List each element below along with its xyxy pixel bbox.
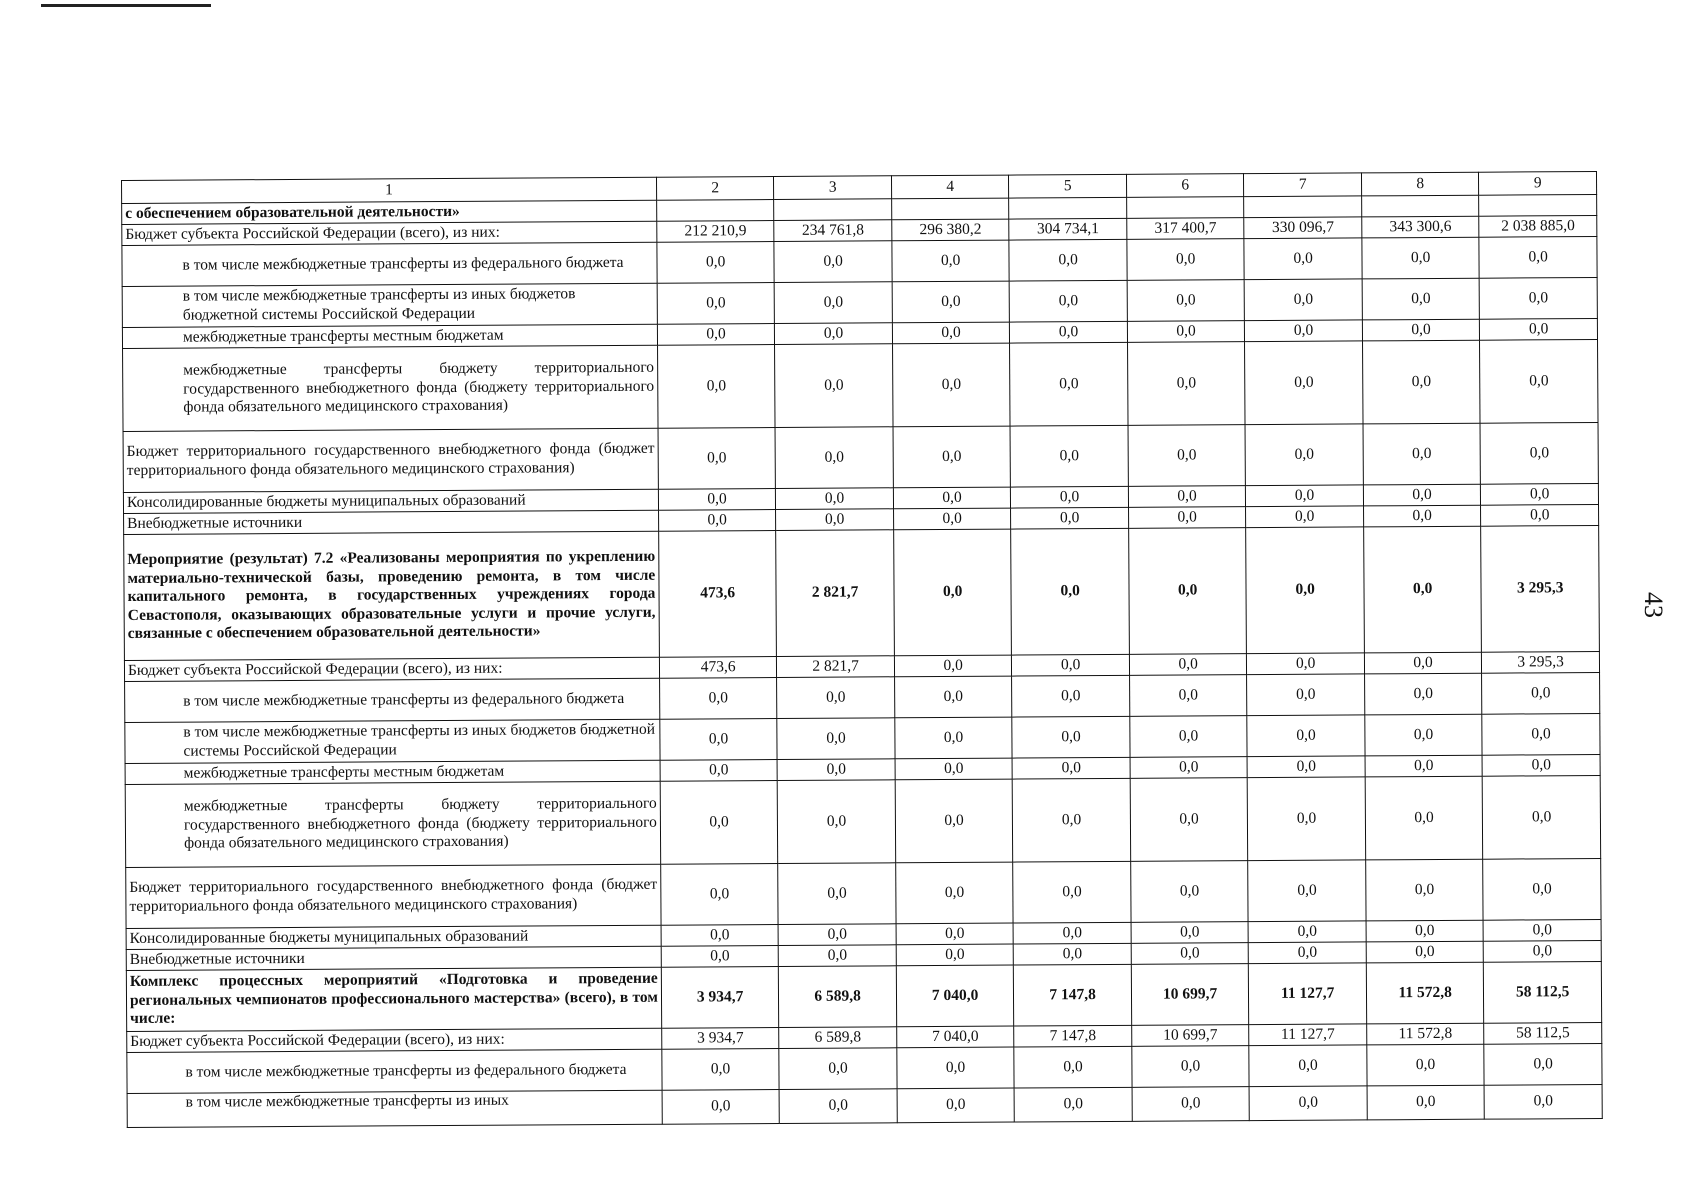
cell <box>892 198 1010 220</box>
budget-table-wrap <box>121 171 1603 1128</box>
cell: 0,0 <box>1247 653 1365 675</box>
cell: 0,0 <box>657 283 775 325</box>
row-label: Бюджет субъекта Российской Федерации (всего), из них: <box>127 1028 662 1052</box>
cell: 0,0 <box>1483 858 1601 920</box>
cell: 0,0 <box>1011 486 1129 508</box>
cell: 10 699,7 <box>1131 964 1249 1026</box>
cell: 0,0 <box>893 426 1011 488</box>
cell: 0,0 <box>1484 1043 1602 1085</box>
cell: 0,0 <box>1248 860 1366 922</box>
cell: 0,0 <box>1128 486 1246 508</box>
cell: 0,0 <box>775 427 893 489</box>
cell: 0,0 <box>1483 919 1601 941</box>
row-label: в том числе межбюджетные трансферты из федерального бюджета <box>122 242 657 286</box>
cell: 317 400,7 <box>1127 218 1245 240</box>
cell: 3 934,7 <box>662 1027 780 1049</box>
cell: 0,0 <box>1246 506 1364 528</box>
cell: 6 589,8 <box>779 1027 897 1049</box>
cell <box>1126 197 1244 219</box>
cell: 0,0 <box>1367 1085 1485 1120</box>
table-row <box>126 858 1601 928</box>
cell: 0,0 <box>658 428 776 490</box>
cell: 0,0 <box>1482 754 1600 776</box>
cell: 0,0 <box>1245 320 1363 342</box>
cell: 0,0 <box>1480 339 1598 423</box>
cell: 0,0 <box>1482 672 1600 714</box>
cell: 0,0 <box>1012 757 1130 779</box>
table-row <box>123 339 1598 431</box>
cell: 7 040,0 <box>897 1026 1015 1048</box>
cell: 0,0 <box>1480 318 1598 340</box>
cell: 0,0 <box>660 760 778 782</box>
cell: 0,0 <box>775 344 893 428</box>
header-cell: 8 <box>1361 172 1479 196</box>
cell: 0,0 <box>1245 279 1363 321</box>
cell: 343 300,6 <box>1362 216 1480 238</box>
cell: 0,0 <box>658 510 776 532</box>
cell: 0,0 <box>1010 280 1128 322</box>
cell: 0,0 <box>1363 423 1481 485</box>
cell: 11 572,8 <box>1366 962 1484 1024</box>
row-label: в том числе межбюджетные трансферты из федерального бюджета <box>125 678 660 722</box>
cell <box>657 200 775 222</box>
cell: 0,0 <box>1362 237 1480 279</box>
table-row <box>125 775 1600 867</box>
cell: 0,0 <box>661 924 779 946</box>
cell: 0,0 <box>1131 861 1249 923</box>
cell <box>1244 196 1362 218</box>
row-label: в том числе межбюджетные трансферты из иных бюджетов бюджетной системы Российской Федерации <box>125 719 660 763</box>
cell: 0,0 <box>779 1089 897 1124</box>
cell: 0,0 <box>1247 674 1365 716</box>
cell: 0,0 <box>1014 1087 1132 1122</box>
cell: 11 127,7 <box>1249 963 1367 1025</box>
cell: 0,0 <box>1480 422 1598 484</box>
cell: 0,0 <box>895 717 1013 759</box>
cell: 0,0 <box>1129 654 1247 676</box>
cell <box>1361 195 1479 217</box>
cell: 0,0 <box>1248 777 1366 861</box>
cell: 0,0 <box>662 1089 780 1124</box>
cell: 0,0 <box>896 923 1014 945</box>
cell: 0,0 <box>895 758 1013 780</box>
cell: 0,0 <box>896 944 1014 966</box>
cell: 0,0 <box>1245 424 1363 486</box>
cell: 330 096,7 <box>1244 217 1362 239</box>
cell: 0,0 <box>1010 342 1128 426</box>
cell: 0,0 <box>1127 342 1245 426</box>
cell: 0,0 <box>1366 859 1484 921</box>
cell: 0,0 <box>1010 425 1128 487</box>
row-label: в том числе межбюджетные трансферты из федерального бюджета <box>127 1049 662 1093</box>
cell: 0,0 <box>776 509 894 531</box>
cell: 3 295,3 <box>1481 525 1599 652</box>
header-cell: 7 <box>1244 173 1362 197</box>
cell: 11 127,7 <box>1249 1024 1367 1046</box>
cell: 0,0 <box>1479 236 1597 278</box>
cell: 0,0 <box>1365 755 1483 777</box>
cell: 0,0 <box>1130 716 1248 758</box>
cell: 0,0 <box>894 655 1012 677</box>
cell: 0,0 <box>1364 673 1482 715</box>
cell: 0,0 <box>1132 1046 1250 1088</box>
cell: 0,0 <box>1364 526 1482 653</box>
cell: 0,0 <box>1249 1086 1367 1121</box>
cell <box>1479 194 1597 216</box>
cell: 2 821,7 <box>777 656 895 678</box>
cell: 0,0 <box>657 324 775 346</box>
cell: 10 699,7 <box>1132 1025 1250 1047</box>
cell: 11 572,8 <box>1367 1023 1485 1045</box>
cell: 0,0 <box>1013 922 1131 944</box>
table-row <box>123 422 1598 492</box>
cell: 0,0 <box>1363 505 1481 527</box>
header-cell: 5 <box>1009 174 1127 198</box>
row-label: межбюджетные трансферты бюджету территориального государственного внебюджетного фонда (бюджету территориального фонда обязательного медицинского страхования) <box>123 345 658 431</box>
page-number: 43 <box>1639 592 1668 618</box>
row-label: Консолидированные бюджеты муниципальных образований <box>123 489 658 513</box>
cell: 0,0 <box>778 863 896 925</box>
cell: 3 295,3 <box>1482 651 1600 673</box>
cell: 0,0 <box>895 779 1013 863</box>
cell: 296 380,2 <box>892 219 1010 241</box>
cell: 0,0 <box>1129 675 1247 717</box>
row-label: Комплекс процессных мероприятий «Подготовка и проведение региональных чемпионатов профессионального мастерства» (всего), в том числе: <box>126 967 661 1031</box>
cell: 3 934,7 <box>661 966 779 1028</box>
cell: 0,0 <box>892 281 1010 323</box>
cell: 0,0 <box>1484 940 1602 962</box>
cell: 0,0 <box>662 1048 780 1090</box>
cell: 0,0 <box>1480 277 1598 319</box>
header-cell: 1 <box>122 177 657 203</box>
header-cell: 2 <box>656 177 774 201</box>
cell: 0,0 <box>1247 715 1365 757</box>
cell: 0,0 <box>778 780 896 864</box>
cell: 0,0 <box>1131 943 1249 965</box>
cell: 0,0 <box>1127 239 1245 281</box>
cell: 0,0 <box>1128 507 1246 529</box>
cell: 0,0 <box>1131 922 1249 944</box>
cell: 0,0 <box>892 240 1010 282</box>
cell: 0,0 <box>1009 239 1127 281</box>
cell: 0,0 <box>1247 756 1365 778</box>
cell: 2 038 885,0 <box>1479 215 1597 237</box>
table-row <box>126 961 1601 1031</box>
cell: 0,0 <box>659 678 777 720</box>
cell: 0,0 <box>1130 757 1248 779</box>
cell: 0,0 <box>1249 1045 1367 1087</box>
cell: 0,0 <box>1246 485 1364 507</box>
table-row <box>124 525 1600 660</box>
cell: 0,0 <box>777 718 895 760</box>
row-label: межбюджетные трансферты бюджету территориального государственного внебюджетного фонда (бюджету территориального фонда обязательного медицинского страхования) <box>125 781 660 867</box>
cell: 0,0 <box>1132 1087 1250 1122</box>
cell: 0,0 <box>894 676 1012 718</box>
cell: 304 734,1 <box>1009 218 1127 240</box>
cell: 0,0 <box>1012 675 1130 717</box>
header-cell: 4 <box>891 175 1009 199</box>
cell: 0,0 <box>1365 776 1483 860</box>
cell: 0,0 <box>1129 528 1247 655</box>
cell: 0,0 <box>897 1088 1015 1123</box>
cell: 0,0 <box>1482 713 1600 755</box>
cell <box>774 199 892 221</box>
cell: 473,6 <box>659 531 777 658</box>
cell: 0,0 <box>778 924 896 946</box>
cell: 234 761,8 <box>774 220 892 242</box>
cell: 0,0 <box>1248 921 1366 943</box>
cell: 0,0 <box>658 489 776 511</box>
row-label: межбюджетные трансферты местным бюджетам <box>122 324 657 348</box>
cell: 0,0 <box>1363 484 1481 506</box>
row-label: Бюджет территориального государственного внебюджетного фонда (бюджет территориального фонда обязательного медицинского страхования) <box>126 864 661 928</box>
cell: 0,0 <box>1244 238 1362 280</box>
cell: 0,0 <box>775 282 893 324</box>
row-label: в том числе межбюджетные трансферты из иных <box>127 1090 662 1127</box>
row-label: межбюджетные трансферты местным бюджетам <box>125 760 660 784</box>
cell: 0,0 <box>657 242 775 284</box>
header-cell: 3 <box>774 176 892 200</box>
cell: 0,0 <box>1362 278 1480 320</box>
cell: 0,0 <box>1481 483 1599 505</box>
cell: 0,0 <box>1249 942 1367 964</box>
cell: 0,0 <box>896 862 1014 924</box>
cell: 0,0 <box>1484 1084 1602 1119</box>
row-label: Бюджет территориального государственного внебюджетного фонда (бюджет территориального фонда обязательного медицинского страхования) <box>123 428 658 492</box>
row-label: Бюджет субъекта Российской Федерации (всего), из них: <box>124 657 659 681</box>
cell: 0,0 <box>779 1048 897 1090</box>
cell: 0,0 <box>1013 861 1131 923</box>
cell: 473,6 <box>659 657 777 679</box>
cell: 0,0 <box>1481 504 1599 526</box>
cell: 7 040,0 <box>896 965 1014 1027</box>
cell: 0,0 <box>894 529 1012 656</box>
cell: 0,0 <box>777 677 895 719</box>
cell: 0,0 <box>775 323 893 345</box>
cell: 0,0 <box>1364 652 1482 674</box>
budget-table <box>121 171 1603 1128</box>
cell: 0,0 <box>1014 1046 1132 1088</box>
row-label: Внебюджетные источники <box>126 946 661 970</box>
cell: 0,0 <box>897 1047 1015 1089</box>
cell: 0,0 <box>893 487 1011 509</box>
cell: 0,0 <box>1483 775 1601 859</box>
cell: 0,0 <box>893 508 1011 530</box>
cell: 0,0 <box>1365 714 1483 756</box>
cell: 0,0 <box>1012 654 1130 676</box>
cell: 0,0 <box>657 345 775 429</box>
cell: 0,0 <box>660 781 778 865</box>
cell: 6 589,8 <box>779 966 897 1028</box>
cell: 0,0 <box>1013 778 1131 862</box>
header-cell: 9 <box>1479 171 1597 195</box>
cell: 0,0 <box>776 488 894 510</box>
cell: 0,0 <box>774 241 892 283</box>
cell: 7 147,8 <box>1014 964 1132 1026</box>
cell: 0,0 <box>661 945 779 967</box>
cell <box>1009 197 1127 219</box>
cell: 0,0 <box>1366 941 1484 963</box>
cell: 0,0 <box>777 759 895 781</box>
row-label: Мероприятие (результат) 7.2 «Реализованы мероприятия по укреплению материально-технической базы, проведению ремонта, в том числе капитального ремонта, в государственных учреждениях города Севастополя, оказывающих образовательные услуги и прочие услуги, связанные с обеспечением образовательной деятельности» <box>124 531 660 660</box>
cell: 0,0 <box>1014 943 1132 965</box>
cell: 0,0 <box>1012 716 1130 758</box>
cell: 0,0 <box>1362 340 1480 424</box>
row-label: Бюджет субъекта Российской Федерации (всего), из них: <box>122 221 657 245</box>
cell: 0,0 <box>1130 778 1248 862</box>
cell: 2 821,7 <box>776 530 894 657</box>
row-label: с обеспечением образовательной деятельности» <box>122 200 657 224</box>
row-label: в том числе межбюджетные трансферты из иных бюджетов бюджетной системы Российской Федерации <box>122 283 657 327</box>
top-rule <box>41 4 211 7</box>
cell: 0,0 <box>1362 319 1480 341</box>
cell: 0,0 <box>1011 507 1129 529</box>
cell: 0,0 <box>1011 528 1129 655</box>
header-cell: 6 <box>1126 174 1244 198</box>
cell: 212 210,9 <box>657 221 775 243</box>
cell: 0,0 <box>779 945 897 967</box>
cell: 0,0 <box>892 343 1010 427</box>
cell: 58 112,5 <box>1484 1022 1602 1044</box>
cell: 0,0 <box>1127 321 1245 343</box>
cell: 0,0 <box>1367 1044 1485 1086</box>
cell: 0,0 <box>892 322 1010 344</box>
row-label: Консолидированные бюджеты муниципальных образований <box>126 925 661 949</box>
cell: 0,0 <box>661 863 779 925</box>
cell: 58 112,5 <box>1484 961 1602 1023</box>
cell: 7 147,8 <box>1014 1025 1132 1047</box>
row-label: Внебюджетные источники <box>124 510 659 534</box>
cell: 0,0 <box>1010 321 1128 343</box>
cell: 0,0 <box>1245 341 1363 425</box>
cell: 0,0 <box>1366 920 1484 942</box>
cell: 0,0 <box>1127 280 1245 322</box>
cell: 0,0 <box>1246 527 1364 654</box>
cell: 0,0 <box>1128 425 1246 487</box>
cell: 0,0 <box>660 719 778 761</box>
